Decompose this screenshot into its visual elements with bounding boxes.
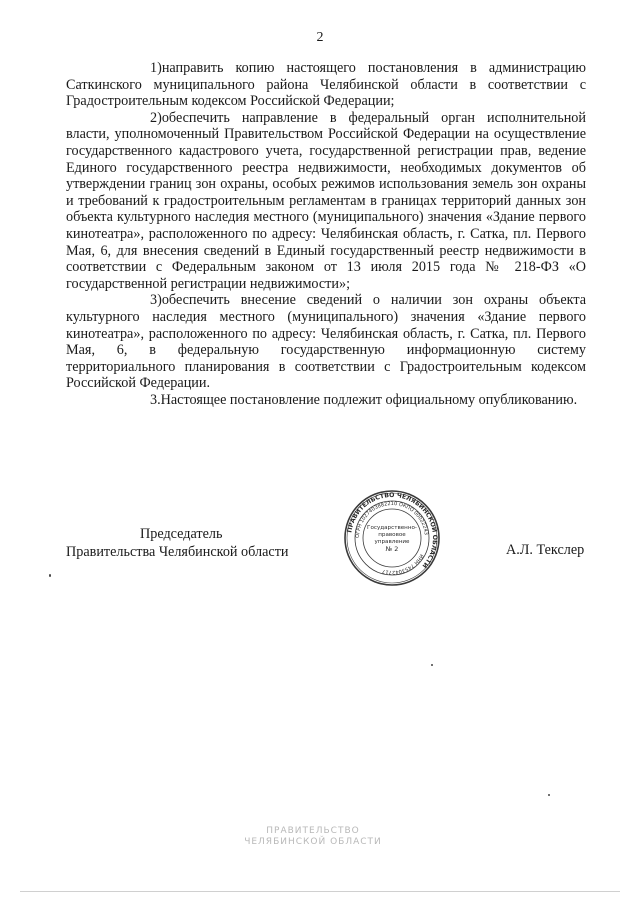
stamp-outer-text: ПРАВИТЕЛЬСТВО ЧЕЛЯБИНСКОЙ ОБЛАСТИ bbox=[346, 491, 439, 570]
official-seal-stamp bbox=[342, 488, 442, 588]
faint-watermark-line1: ПРАВИТЕЛЬСТВО bbox=[266, 826, 360, 836]
scan-speck bbox=[49, 574, 51, 577]
signatory-role bbox=[66, 525, 316, 561]
stamp-center-line2: правовое bbox=[378, 532, 406, 538]
signatory-name: А.Л. Текслер bbox=[506, 542, 585, 558]
scan-speck bbox=[431, 664, 433, 666]
faint-watermark-line2: ЧЕЛЯБИНСКОЙ ОБЛАСТИ bbox=[244, 837, 382, 847]
page-number: 2 bbox=[316, 30, 324, 45]
scan-speck bbox=[548, 794, 550, 796]
paragraph-1-number: 1) bbox=[150, 60, 162, 76]
signatory-role-line1: Председатель bbox=[140, 526, 223, 542]
paragraph-1 bbox=[66, 60, 586, 110]
paragraph-3-number: 3) bbox=[150, 292, 162, 309]
scan-edge-line bbox=[20, 891, 620, 892]
paragraph-4 bbox=[66, 392, 586, 409]
signatory-role-line2: Правительства Челябинской области bbox=[66, 544, 289, 560]
stamp-center-line4: № 2 bbox=[385, 545, 399, 553]
paragraph-3 bbox=[66, 292, 586, 392]
paragraph-4-text: Настоящее постановление подлежит официальному опубликованию. bbox=[160, 391, 578, 408]
document-body bbox=[66, 60, 586, 408]
faint-watermark bbox=[238, 826, 388, 848]
paragraph-3-text: обеспечить внесение сведений о наличии зон охраны объекта культурного наследия местного (муниципального) значения «Здание первого кинотеатра», расположенного по адресу: Челябинская область, г. Сатка, пл. Первого Мая, 6, в федеральную государственную информационную систему территориального планирования в соответствии с Градостроительным кодексом Российской Федерации. bbox=[66, 292, 586, 392]
paragraph-2 bbox=[66, 110, 586, 293]
stamp-inner-bottom-text: ИНН 7453042717 bbox=[381, 552, 425, 576]
paragraph-4-number: 3. bbox=[150, 391, 161, 408]
stamp-center-line1: Государственно- bbox=[367, 525, 417, 531]
stamp-inner-text: ОГРН 1027403882210 ОКПО 00022243 bbox=[354, 500, 429, 539]
paragraph-2-number: 2) bbox=[150, 109, 162, 126]
paragraph-2-text: обеспечить направление в федеральный орган исполнительной власти, уполномоченный Правительством Российской Федерации на осуществление государственного кадастрового учета, государственной регистрации прав, ведение Единого государственного реестра недвижимости, необходимых документов об утверждении границ зон охраны, особых режимов использования земель зон охраны и требований к градостроительным регламентам в границах территорий данных зон объекта культурного наследия местного (муниципального) значения «Здание первого кинотеатра», расположенного по адресу: Челябинская область, г. Сатка, пл. Первого Мая, 6, для внесения сведений в Единый государственный реестр недвижимости в соответствии с Федеральным законом от 13 июля 2015 года № 218-ФЗ «О государственной регистрации недвижимости»; bbox=[66, 109, 586, 292]
paragraph-1-text: направить копию настоящего постановления в администрацию Саткинского муниципального района Челябинской области в соответствии с Градостроительным кодексом Российской Федерации; bbox=[66, 60, 586, 110]
stamp-center-line3: управление bbox=[374, 539, 410, 545]
